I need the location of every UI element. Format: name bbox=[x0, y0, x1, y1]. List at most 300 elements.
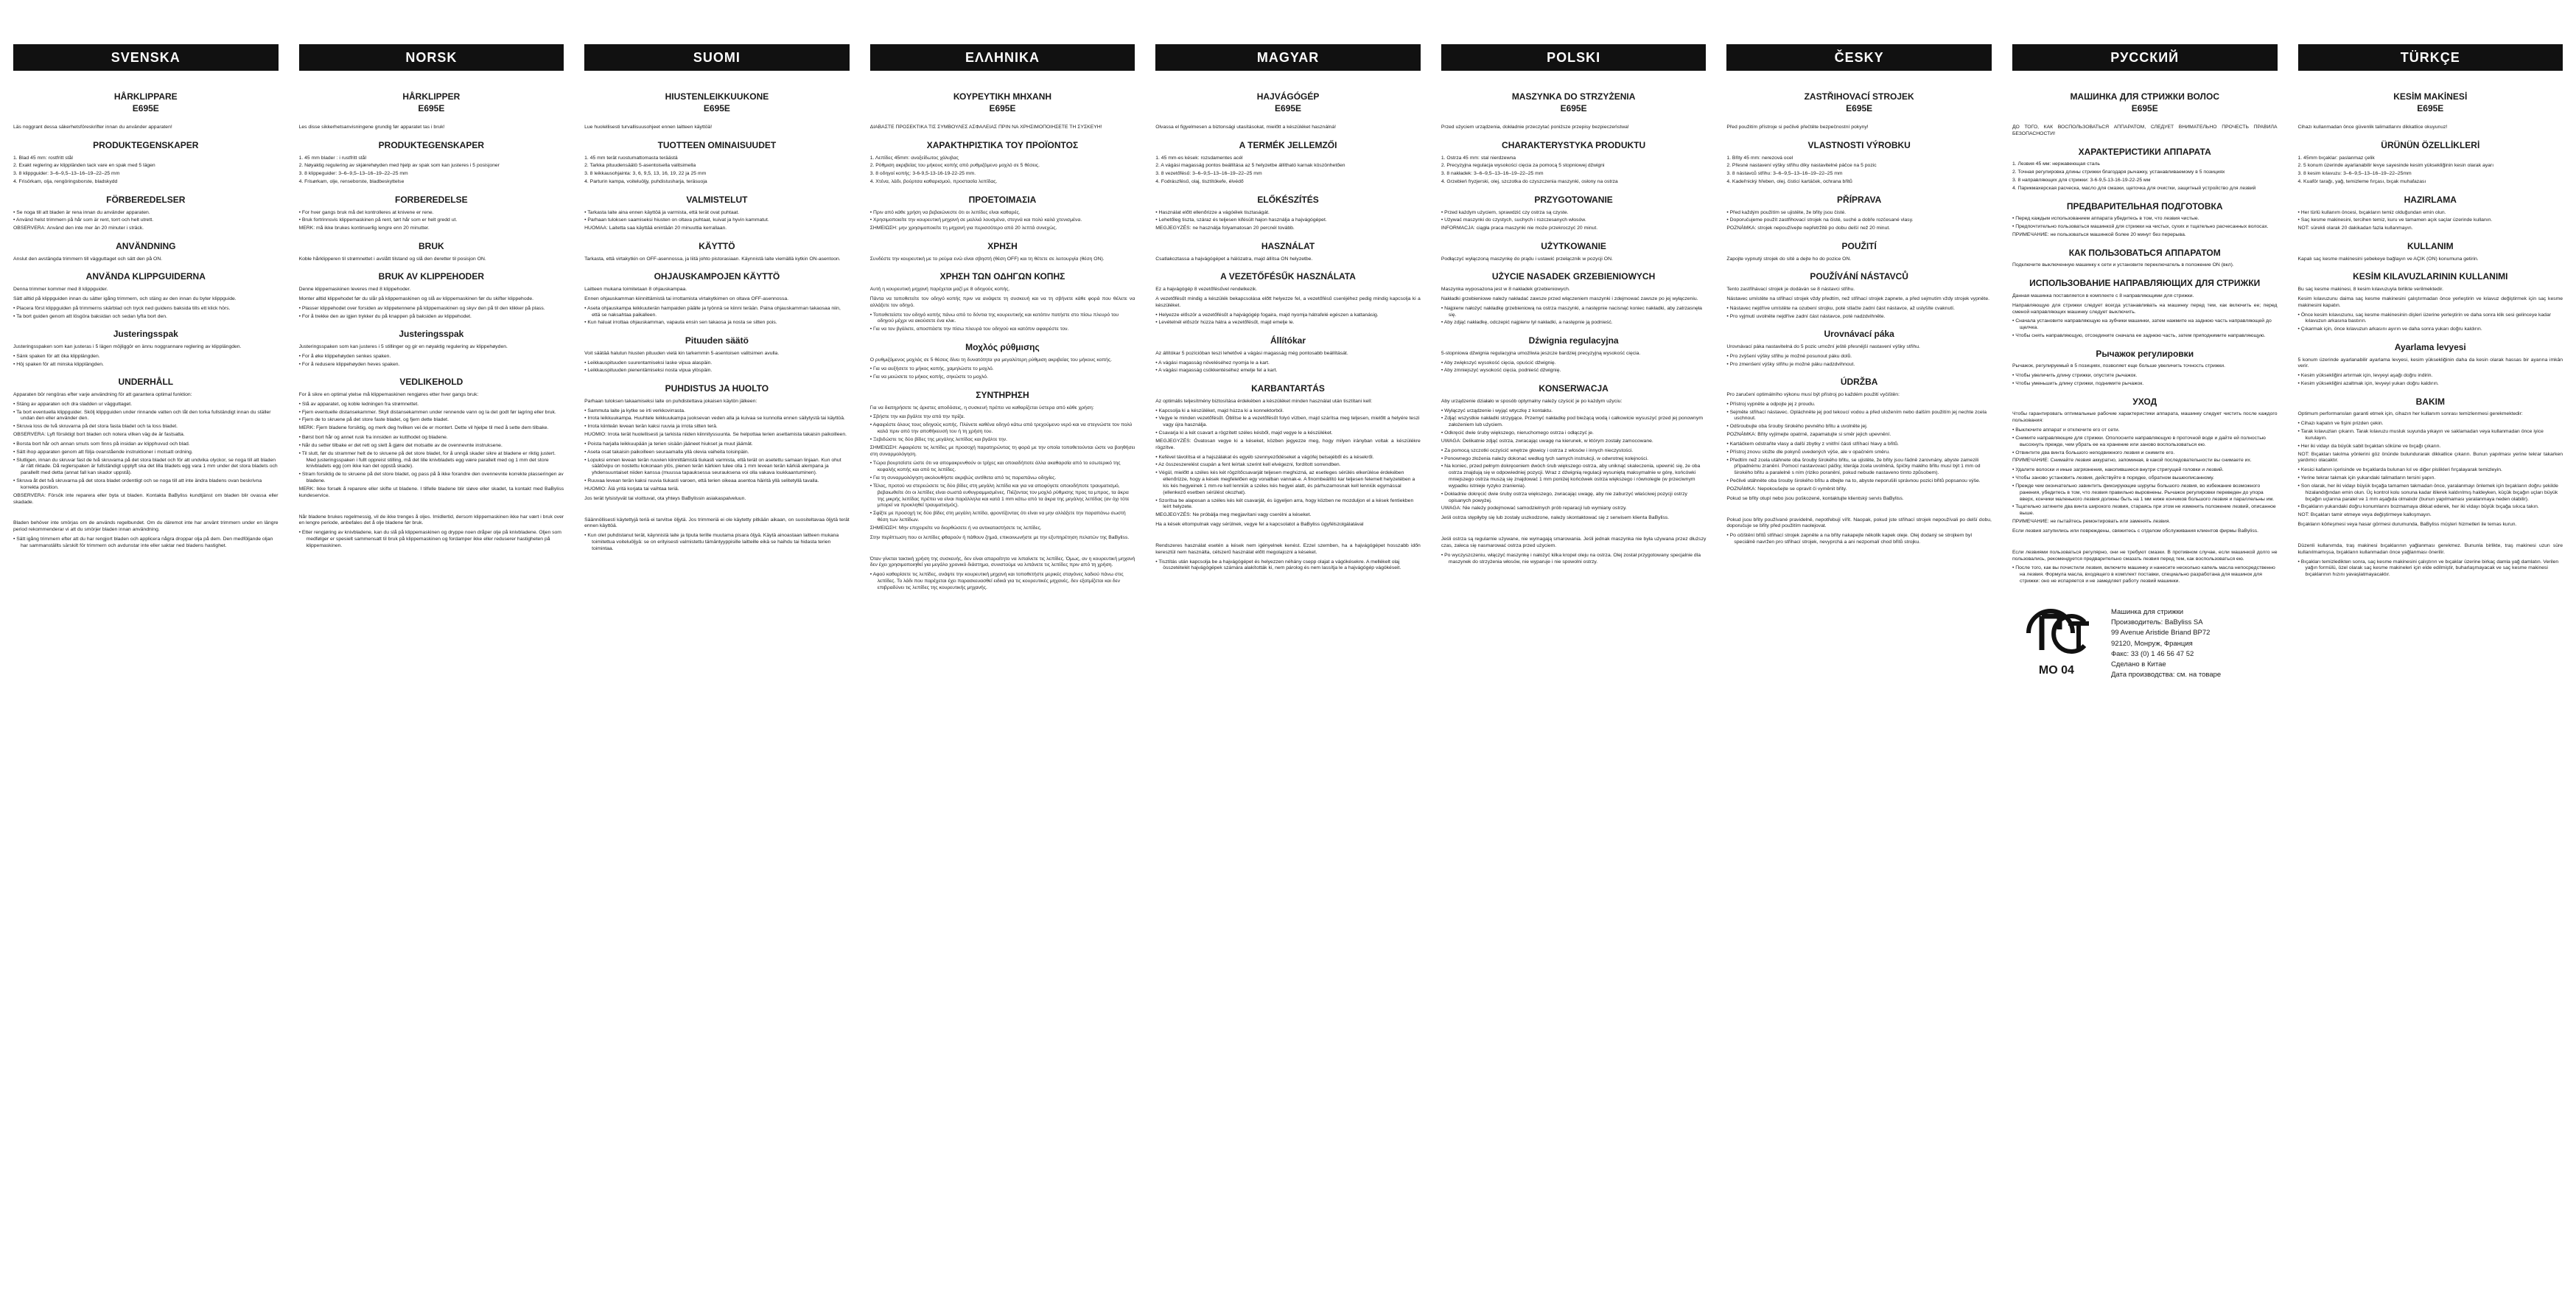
section-heading: Állítókar bbox=[1270, 335, 1306, 346]
language-header: TÜRKÇE bbox=[2298, 44, 2563, 71]
language-header: РУССКИЙ bbox=[2012, 44, 2278, 71]
section-text: Nakładki grzebieniowe należy nakładać zawsze przed włączeniem maszynki i zdejmować zawsze po jej wyłączeniu. bbox=[1441, 296, 1698, 301]
section-heading: Justeringsspak bbox=[113, 329, 178, 340]
section-heading: Рычажок регулировки bbox=[2096, 348, 2194, 359]
section-text: • Slutligen, innan du skruvar fast de två skruvarna på det stora bladet och för att undvika olyckor, se noga till att bladen är rätt riktade. Då reglerspaken är fullständigt upplyft ska det lilla bladets egg vara 1 mm under det stora bladets och parallellt med detta (annat fall kan skador uppstå). bbox=[13, 457, 278, 476]
section-text: INFORMACJA: ciągła praca maszynki nie może przekroczyć 20 minut. bbox=[1441, 226, 1598, 231]
section-text: MERK: må ikke brukes kontinuerlig lengre enn 20 minutter. bbox=[298, 226, 430, 231]
section-text: • Przed każdym użyciem, sprawdzić czy ostrza są czyste. bbox=[1441, 209, 1569, 215]
section-text: MERK: Ikke forsøk å reparere eller skifte ut bladene. I tilfelle bladene blir sløve eller skadet, ta kontakt med BaByliss kundeservice. bbox=[298, 486, 564, 498]
section-text: • Szorítsa be alaposan a széles kés két csavarját, és ügyeljen arra, hogy közben ne mozduljon el a kések fentiekben leírt helyzete. bbox=[1155, 497, 1414, 510]
section-text: • Předtím než zcela utáhnete oba šrouby širokého břitu, se ujistěte, že břity jsou řádně zarovnány, abyste zamezili případnému zranění. Pomocí nastavovací páčky, kterája zcela uvolněná, špičky malého břitu musí být 1 mm od širokého břitu a paralelně s ním (riziko poranění, pokud nebude nastaveno tímto způsobem). bbox=[1726, 457, 1981, 476]
section-text: Maszynka wyposażona jest w 8 nakładek grzebieniowych. bbox=[1441, 287, 1570, 293]
section-text: ΣΗΜΕΙΩΣΗ: Αφαιρέστε τις λεπίδες με προσοχή παρατηρώντας τη φορά με την οποία τοποθετούνται ώστε να βοηθήσει στη συναρμολόγηση. bbox=[869, 444, 1135, 457]
section-text: • Отвинтите два винта большого неподвижного лезвия и снимите его. bbox=[2012, 450, 2175, 455]
section-text: Подключите выключенную машинку к сети и установите переключатель в положение ON (вкл). bbox=[2012, 262, 2234, 268]
section-text: • Her türlü kullanım öncesi, bıçakların temiz olduğundan emin olun. bbox=[2297, 209, 2446, 215]
section-text: 3. 8 klippeguider: 3–6–9,5–13–16–19–22–25 mm bbox=[298, 171, 408, 177]
section-text: HUOMAA: Laitetta saa käyttää enintään 20 minuuttia kerrallaan. bbox=[584, 226, 727, 231]
section-text: • Přístroj vypněte a odpojte jej z proudu. bbox=[1726, 401, 1816, 407]
section-text: • Kun haluat irrottaa ohjauskamman, vapauta ensin sen takaosa ja nosta se sitten pois. bbox=[584, 320, 777, 326]
manufacturer-line: Дата производства: см. на товаре bbox=[2110, 671, 2222, 680]
section-text: • Az összeszerelést csupán a fent leírtak szerint kell elvégezni, fordított sorrendben. bbox=[1155, 462, 1341, 468]
safety-intro: Przed użyciem urządzenia, dokładnie przeczytać poniższe przepisy bezpieczeństwa! bbox=[1441, 125, 1629, 130]
section-text: 1. 45 mm blader : i rustfritt stål bbox=[298, 155, 366, 161]
section-text: 1. Λεπίδες 45mm: ανοξείδωτος χάλυβας bbox=[869, 155, 959, 161]
product-title: МАШИНКА ДЛЯ СТРИЖКИ ВОЛОС bbox=[2070, 91, 2219, 102]
section-text: 3. 8 направляющих для стрижки: 3-6-9,5-13-16-19-22-25 мм bbox=[2012, 178, 2151, 184]
product-title: KESİM MAKİNESİ bbox=[2393, 91, 2468, 102]
section-text: • Για να αυξήσετε το μήκος κοπής, χαμηλώστε το μοχλό. bbox=[869, 366, 994, 372]
section-text: Tento zastřihávací strojek je dodáván se 8 nástavci střihu. bbox=[1726, 287, 1855, 293]
section-heading: TUOTTEEN OMINAISUUDET bbox=[657, 140, 777, 151]
section-text: Düzenli kullanımda, traş makinesi bıçaklarının yağlanması gerekmez. Bununla birlikte, traş makinesi uzun süre kullanılmamışsa, bıçakların kullanmadan önce yağlanması önerilir. bbox=[2297, 542, 2563, 555]
section-text: • Kesici kafanın içerisinde ve bıçaklarda bulunan kıl ve diğer pislikleri fırçalayarak temizleyin. bbox=[2297, 467, 2502, 473]
section-text: 3. 8 kesim kılavuzu: 3–6–9,5–13–16–19–22–25mm bbox=[2297, 171, 2412, 177]
language-header: MAGYAR bbox=[1155, 44, 1421, 71]
section-text: • Sejměte střihací nástavec. Opláchněte jej pod tekoucí vodou a před uložením nebo dalším použitím jej nechte zcela uschnout. bbox=[1726, 409, 1987, 422]
section-text: • Για να τον βγάλετε, αποσπάστε την πίσω πλευρά του οδηγού και κατόπιν αφαιρέστε τον. bbox=[869, 326, 1069, 332]
section-text: • Τώρα βουρτσίστε ώστε ότι να απομακρυνθούν οι τρίχες και οποιαδήποτε άλλα ακαθαρσία από το εσωτερικό της κεφαλής κοπής και από τις λεπίδες. bbox=[869, 461, 1121, 473]
section-heading: ANVÄNDA KLIPPGUIDERNA bbox=[85, 271, 206, 282]
language-column-4 bbox=[1155, 44, 1421, 1306]
section-text: • Irrota leikkuukampa. Huuhtele leikkuukampa juoksevan veden alla ja kuivaa se kunnolla ennen säilytystä tai käyttöä. bbox=[584, 416, 845, 422]
section-text: Ennen ohjauskamman kiinnittämistä tai irrottamista virtakytkimen on oltava OFF-asennossa. bbox=[584, 296, 789, 301]
section-heading: KARBANTARTÁS bbox=[1251, 383, 1325, 394]
product-title: ΚΟΥΡΕΥΤΙΚΗ ΜΗΧΑΝΗ bbox=[953, 91, 1052, 102]
section-heading: FORBEREDELSE bbox=[395, 194, 468, 205]
section-text: • Чтобы увеличить длину стрижки, опустите рычажок. bbox=[2012, 373, 2138, 379]
section-text: • Pečlivě utáhněte oba šrouby širokého břitu a dbejte na to, abyste neporušili správnou pozici břitů popsanou výše. bbox=[1726, 478, 1981, 484]
section-text: Podłączyć wyłączoną maszynkę do prądu i ustawić przełącznik w pozycji ON. bbox=[1441, 256, 1613, 262]
model-number: E695E bbox=[1560, 102, 1587, 114]
section-text: HUOMIO: Irrota terät huolellisesti ja tarkista niiden kiinnityssuunta. Se helpottaa terien asettamista takaisin paikoilleen. bbox=[584, 432, 847, 438]
section-text: • Skruva åt det två skruvarna på det stora bladet ordentligt och se noga till att inte ändra bladens ovan beskrivna korrekta position. bbox=[13, 478, 262, 490]
language-header: SUOMI bbox=[584, 44, 850, 71]
section-text: • Använd helst trimmern på hår som är rent, torrt och helt utrett. bbox=[13, 217, 154, 223]
section-text: • Aby zdjąć nakładkę, odczepić najpierw tył nakładki, a następnie ją podnieść. bbox=[1441, 320, 1613, 326]
section-text: Αυτή η κουρευτική μηχανή παρέχεται μαζί με 8 οδηγούς κοπής. bbox=[869, 287, 1010, 293]
product-title: HÅRKLIPPARE bbox=[113, 91, 178, 102]
product-title: HIUSTENLEIKKUUKONE bbox=[665, 91, 769, 102]
language-column-7 bbox=[2012, 44, 2278, 1306]
section-text: • Lehetőleg tiszta, száraz és teljesen kifésült hajon használja a hajvágógépet. bbox=[1155, 217, 1327, 223]
section-text: • Csavarja ki a két csavart a rögzített széles késből, majd vegye le a készüléket. bbox=[1155, 430, 1333, 436]
model-number: E695E bbox=[132, 102, 159, 114]
section-heading: KESİM KILAVUZLARININ KULLANIMI bbox=[2353, 271, 2508, 282]
section-text: Рычажок, регулируемый в 5 позициях, позволяет еще больше увеличить точность стрижки. bbox=[2012, 363, 2225, 369]
section-heading: OHJAUSKAMPOJEN KÄYTTÖ bbox=[654, 271, 780, 282]
section-text: 2. A vágási magasság pontos beállítása az 5 helyzetbe állítható karnak köszönhetően bbox=[1155, 163, 1345, 169]
section-text: • For å redusere klippehøyden heves spaken. bbox=[298, 361, 400, 367]
section-text: • Leikkauspituuden suurentamiseksi laske vipua alaspäin. bbox=[584, 360, 713, 366]
section-text: Jeśli ostrza stępiłyby się lub zostały uszkodzone, należy skontaktować się z serwisem klienta BaByliss. bbox=[1441, 515, 1670, 521]
section-text: POZNÁMKA: Nepokoušejte se opravit či vyměnit břity. bbox=[1726, 486, 1847, 492]
certificate-code: MO 04 bbox=[2038, 663, 2074, 677]
section-heading: BAKIM bbox=[2415, 396, 2445, 407]
section-text: • Σβήστε την και βγάλτε την από την πρίζα. bbox=[869, 414, 965, 420]
section-heading: HAZIRLAMA bbox=[2404, 194, 2457, 205]
section-text: • Ruuvaa levean terän kaksi ruuvia tiukasti varoen, että terien oikeaa asentoa häiritä yllä selitetyllä tavalla. bbox=[584, 478, 819, 484]
section-text: Urovnávací páka nastavitelná do 5 pozic umožní ještě přesnější nastavení výšky střihu. bbox=[1726, 343, 1920, 349]
section-text: • Sammuta laite ja kytke se irti verkkovirrasta. bbox=[584, 408, 685, 413]
section-text: 3. 8 vezetőfésű: 3–6–9,5–13–16–19–22–25 mm bbox=[1155, 171, 1262, 177]
section-text: • Για να μειώσετε το μήκος κοπής, σηκώστε το μοχλό. bbox=[869, 374, 988, 380]
section-text: • Sätt ihop apparaten genom att följa ovanstående instruktioner i motsatt ordning. bbox=[13, 449, 193, 455]
section-text: • Stram forsiktig de to skruene på det store bladet, og pass på å ikke forandre den ovennevnte korrekte plasseringen av bladene. bbox=[298, 472, 564, 484]
section-heading: Μοχλός ρύθμισης bbox=[965, 341, 1040, 352]
section-heading: KONSERWACJA bbox=[1539, 383, 1609, 394]
certification-block bbox=[2012, 607, 2278, 681]
section-text: Направляющую для стрижки следует всегда устанавливать на машинку перед тем, как включить ее; перед сменой направляющих машинку следует выключить. bbox=[2012, 302, 2278, 315]
section-text: • Kapcsolja ki a készüléket, majd húzza ki a konnektorból. bbox=[1155, 408, 1284, 413]
section-text: • Fjern eventuelle distansekammer. Skyll distansekammen under rennende vann og la det godt før lagring eller bruk. bbox=[298, 409, 556, 415]
paragraph-gap bbox=[2012, 538, 2278, 550]
section-text: 3. 8 klippguider: 3–6–9,5–13–16–19–22–25 mm bbox=[13, 171, 120, 177]
section-text: • Πριν από κάθε χρήση να βεβαιώνεστε ότι οι λεπίδες είναι καθαρές. bbox=[869, 209, 1021, 215]
product-title: MASZYNKA DO STRZYŻENIA bbox=[1511, 91, 1636, 102]
manufacturer-info bbox=[2111, 607, 2221, 681]
section-text: • Plasser klippehodet over forsiden av klippetennene på klippemaskinen og skyv den på til den klikker på plass. bbox=[298, 305, 545, 311]
section-text: • Tisztítás után kapcsolja be a hajvágógépet és helyezzen néhány csepp olajat a vágókésekre. A mellékelt olaj összetételét hajvágógépek számára alakították ki, nem párolog és nem lassítja le a hajvágógép vágókéseit. bbox=[1155, 559, 1401, 571]
section-text: • Używać maszynki do czystych, suchych i rozczesanych włosów. bbox=[1441, 217, 1586, 223]
section-text: • Önce kesim kılavuzunu, saç kesme makinesinin dişleri üzerine yerleştirin ve daha sonra klik sesi gelinceye kadar kılavuzun arkasına bastırın. bbox=[2297, 312, 2552, 324]
section-text: Voit säätää halutun hiusten pituuden vielä kin tarkemmin 5-asentoisen valitsimen avulla. bbox=[584, 350, 780, 356]
section-heading: Dźwignia regulacyjna bbox=[1528, 335, 1619, 346]
section-text: • Чтобы заново установить лезвия, действуйте в порядке, обратном вышеописанному. bbox=[2012, 475, 2214, 481]
section-text: 1. Blad 45 mm: rostfritt stål bbox=[13, 155, 73, 161]
section-text: • Sänk spaken för att öka klipplängden. bbox=[13, 353, 100, 359]
section-text: • Pro vyjmutí uvolněte nejdříve zadní část nástavce, poté nadzdvihněte. bbox=[1726, 313, 1886, 319]
section-text: 4. Kadeřnický hřeben, olej, čisticí kartáček, ochrana břitů bbox=[1726, 179, 1852, 185]
model-number: E695E bbox=[418, 102, 445, 114]
section-text: Nástavec umístěte na střihací strojek vždy předtím, než střihací strojek zapnete, a před sejmutím vždy strojek vypněte. bbox=[1726, 296, 1989, 301]
product-title: HÅRKLIPPER bbox=[402, 91, 461, 102]
section-text: • Чтобы снять направляющую, отсоедините сначала ее заднюю часть, затем приподнимите направляющую. bbox=[2012, 332, 2266, 338]
section-text: • Για τη συναρμολόγηση ακολουθήστε ακριβώς αντίθετα από τις παραπάνω οδηγίες. bbox=[869, 475, 1057, 481]
paragraph-gap bbox=[1155, 531, 1421, 543]
section-heading: UNDERHÅLL bbox=[118, 377, 174, 388]
section-text: • Сначала установите направляющую на зубчики машинки, затем нажмите на заднюю часть направляющей до щелчка. bbox=[2012, 318, 2272, 331]
model-number: E695E bbox=[2131, 102, 2158, 114]
manufacturer-line: Факс: 33 (0) 1 46 56 47 52 bbox=[2110, 649, 2194, 658]
section-text: • Предпочтительно пользоваться машинкой для стрижки на чистых, сухих и тщательно расчесанных волосах. bbox=[2012, 224, 2269, 230]
section-heading: PRODUKTEGENSKAPER bbox=[93, 140, 199, 151]
section-text: 4. Kuaför tarağı, yağ, temizleme fırçası, bıçak muhafazası bbox=[2297, 179, 2426, 185]
section-text: Bıçakların körleşmesi veya hasar görmesi durumunda, BaByliss müşteri hizmetleri ile temas kurun. bbox=[2297, 522, 2517, 528]
paragraph-gap bbox=[870, 545, 1135, 556]
section-text: 4. Parturin kampa, voiteluöljy, puhdistusharja, teräsuoja bbox=[584, 179, 707, 185]
section-heading: КАК ПОЛЬЗОВАТЬСЯ АППАРАТОМ bbox=[2068, 247, 2221, 258]
language-column-1 bbox=[299, 44, 564, 1306]
section-text: OBSERVERA: Lyft försiktigt bort bladen och notera vilken väg de är fastsatta. bbox=[13, 432, 185, 438]
section-text: 2. Ρύθμιση ακριβείας του μήκους κοπής από ρυθμιζόμενο μοχλό σε 5 θέσεις. bbox=[869, 163, 1040, 169]
section-text: Az optimális teljesítmény biztosítása érdekében a készüléket minden használat után tisztítani kell: bbox=[1155, 398, 1373, 404]
section-heading: ELŐKÉSZÍTÉS bbox=[1257, 194, 1319, 205]
section-text: Säännöllisesti käytettyjä teriä ei tarvitse öljytä. Jos trimmeriä ei ole käytetty pitkään aikaan, on suositeltavaa öljytä terät ennen käyttöä. bbox=[584, 517, 850, 529]
section-heading: POUŽÍVÁNÍ NÁSTAVCŮ bbox=[1810, 271, 1908, 282]
section-text: UWAGA: Delikatnie zdjąć ostrza, zwracając uwagę na kierunek, w którym zostały zamocowane. bbox=[1441, 438, 1653, 444]
section-text: 5-stopniowa dźwignia regulacyjna umożliwia jeszcze bardziej precyzyjną wysokość cięcia. bbox=[1441, 350, 1641, 356]
section-text: • Børst bort hår og annet rusk fra innsiden av kutthodet og bladene. bbox=[298, 435, 448, 441]
section-text: 1. 45 mm terät ruostumattomasta teräästä bbox=[584, 155, 678, 161]
section-text: Jos terät tylsistyvät tai vioittuvat, ota yhteys BaBylissin asiakaspalveluun. bbox=[584, 495, 746, 501]
language-column-5 bbox=[1441, 44, 1707, 1306]
paragraph-gap bbox=[584, 506, 850, 517]
section-heading: PUHDISTUS JA HUOLTO bbox=[665, 383, 769, 394]
gost-certification-logo bbox=[2012, 607, 2101, 679]
section-text: A vezetőfésűt mindig a készülék bekapcsolása előtt helyezze fel, a vezetőfésű cseréjéhez pedig mindig kapcsolja ki a készüléket. bbox=[1155, 296, 1421, 308]
section-text: • Etter rengjøring av knivbladene, kan du slå på klippemaskinen og dryppe noen dråper olje på knivbladene. Oljen som medfølger er spesielt sammensatt til bruk på klippemaskinen og fordamper ikke eller reduserer hastigheten på klippemaskinen. bbox=[298, 530, 561, 548]
paragraph-gap bbox=[13, 509, 279, 520]
section-text: • Σφίξτε με προσοχή τις δύο βίδες στη μεγάλη λεπίδα, φροντίζοντας ότι είναι να μην αλλάξετε την παραπάνω σωστή θέση των λεπίδων. bbox=[869, 511, 1126, 523]
section-text: • Her iki vidayı da büyük sabit bıçaktan söküne ve bıçağı çıkarın. bbox=[2297, 443, 2441, 449]
section-text: 3. 8 οδηγοί κοπής: 3-6-9,5-13-16-19-22-25 mm. bbox=[869, 171, 976, 177]
section-text: 4. Χτένα, λάδι, βούρτσα καθαρισμού, προστασία λεπίδας. bbox=[869, 179, 998, 185]
section-text: • Τοποθετείστε τον οδηγό κοπής πάνω από το δόντια της κουρευτικής και κατόπιν πατήστε στο πίσω πλευρό του οδηγού μέχρι να ακούσετε ένα κλικ. bbox=[869, 312, 1119, 324]
section-text: • Borsta bort hår och annan smuts som finns på insidan av klipphuvud och blad. bbox=[13, 441, 190, 447]
section-text: 3. 8 nástavců střihu: 3–6–9,5–13–16–19–22–25 mm bbox=[1726, 171, 1843, 177]
safety-intro: Cihazı kullanmadan önce güvenlik talimatlarını dikkatlice okuyunuz! bbox=[2297, 125, 2448, 130]
section-text: • Po wyczyszczeniu, włączyć maszynkę i nałożyć kilka kropel oleju na ostrza. Olej został przygotowany specjalnie dla maszynek do strzyżenia włosów, nie wyparuje i nie spowolni ostrzy. bbox=[1441, 552, 1701, 565]
section-text: • Stäng av apparaten och dra sladden ur vägguttaget. bbox=[13, 401, 133, 407]
section-text: 1. Břity 45 mm: nerezová ocel bbox=[1726, 155, 1793, 161]
section-text: 4. Парикмахерская расческа, масло для смазки, щеточка для очистки, защитный устройство для лезвий bbox=[2012, 185, 2256, 191]
section-text: • Za pomocą szczotki oczyścić wnętrze głowicy i ostrza z włosów i innych nieczystości. bbox=[1441, 447, 1634, 453]
section-text: • Tarak kılavuzları çıkarın. Tarak kılavuzu musluk suyunda yıkayın ve saklamadan veya kullanmadan önce iyice kurulayın. bbox=[2297, 429, 2544, 441]
section-text: • Odkręcić dwie śruby większego, nieruchomego ostrza i odłączyć je. bbox=[1441, 430, 1594, 436]
section-heading: CHARAKTERYSTYKA PRODUKTU bbox=[1502, 140, 1646, 151]
section-text: • Přístroj znovu složte dle pokynů uvedených výše, ale v opačném směru. bbox=[1726, 449, 1890, 455]
section-text: • Прежде чем окончательно завинтить фиксирующие шурупы большого лезвия, во избежание возможного ранения, убедитесь в том, что лезвия правильно выровнены. Рычажок регулировки переведен до упора вверх, кончики маленького лезвия должны быть на 1 мм ниже кончиков большого лезвия и параллельны им. bbox=[2012, 483, 2275, 502]
section-text: Monter alltid klippehodet før du slår på klippemaskinen og slå av klippemaskinen før du skifter klippehode. bbox=[298, 296, 534, 301]
section-text: • Sätt igång trimmern efter att du har rengjort bladen och applicera några droppar olja på dem. Den medföljande oljan har sammanställts särskilt för trimmern och avdunstar inte eller saktar ned bladens hastighet. bbox=[13, 537, 273, 548]
section-text: Bladen behöver inte smörjas om de används regelbundet. Om du däremot inte har använt trimmern under en längre period rekommenderar vi att du smörjer bladen innan användning. bbox=[13, 520, 279, 533]
section-heading: ΧΡΗΣΗ ΤΩΝ ΟΔΗΓΩΝ ΚΟΠΗΣ bbox=[939, 271, 1065, 282]
section-text: • Yerine tekrar takmak için yukarıdaki talimatların tersini yapın. bbox=[2297, 475, 2436, 481]
section-text: Justeringsspaken som kan justeres i 5 stillinger og gir en nøyaktig regulering av klippehøyden. bbox=[298, 343, 508, 349]
section-text: 2. Exakt reglering av klippländen tack vare en spak med 5 lägen bbox=[13, 163, 155, 169]
section-text: • Slå av apparatet, og koble ledningen fra strømnettet. bbox=[298, 401, 419, 407]
section-heading: ΣΥΝΤΗΡΗΣΗ bbox=[976, 390, 1029, 401]
section-text: • Ta bort guiden genom att lösgöra baksidan och sedan lyfta bort den. bbox=[13, 313, 167, 319]
safety-intro: Läs noggrant dessa säkerhetsföreskrifter innan du använder apparaten! bbox=[13, 125, 172, 130]
section-text: • Αφαιρέστε όλους τους οδηγούς κοπής. Πλύνετε καθένα οδηγό κάτω από τρεχούμενο νερό και να στεγνώστε τον πολύ καλά πριν από την αποθήκευσή του ή τη χρήση του. bbox=[869, 422, 1133, 435]
language-column-3 bbox=[870, 44, 1135, 1306]
section-heading: POUŽITÍ bbox=[1841, 241, 1877, 251]
section-text: • Kun olet puhdistanut terät, käynnistä laite ja tiputa terille muutama pisara öljyä. Käytä ainoastaan laitteen mukana toimitettua voiteluöljyä: se on erityisesti valmistettu tämäntyyppisille laitteille eikä se haihdu tai hidasta terien toimintaa. bbox=[584, 533, 839, 551]
section-text: • Végül, mielőtt a széles kés két rögzítőcsavarját teljesen meghúzná, az esetleges sérülés elkerülése érdekében ellenőrizze, hogy a kések megfelelően egy vonalban vannak-e. A finombeállító kar teljesen felemelt helyzetében a kis kés hegyeinek 1 mm-re kell lenniük a széles kés hegyei alatt, és párhuzamosnak kell lenniük egymással (ellenkező esetben sérülést okozhat). bbox=[1155, 470, 1415, 495]
section-heading: KULLANIM bbox=[2407, 241, 2454, 251]
section-text: • For hver gangs bruk må det kontrolleres at knivene er rene. bbox=[298, 209, 434, 215]
section-text: 2. Precyzyjna regulacja wysokości cięcia za pomocą 5 stopniowej dźwigni bbox=[1441, 163, 1605, 169]
section-text: Rendszeres használat esetén a kések nem igényelnek kenést. Ezzel szemben, ha a hajvágógépet hosszabb időn keresztül nem használta, célszerű használat előtt megolajozni a késeket. bbox=[1155, 542, 1421, 555]
section-text: • Bıçakların yukarıdaki doğru konumlarını bozmamaya dikkat ederek, her iki vidayı büyük bıçağa sıkıca takın. bbox=[2297, 504, 2539, 510]
section-text: 4. Grzebień fryzjerski, olej, szczotka do czyszczenia maszynki, osłony na ostrza bbox=[1441, 179, 1618, 185]
section-text: Denne klippemaskinen leveres med 8 klippehoder. bbox=[298, 287, 411, 293]
section-heading: ИСПОЛЬЗОВАНИЕ НАПРАВЛЯЮЩИХ ДЛЯ СТРИЖКИ bbox=[2029, 278, 2261, 289]
section-heading: ΧΑΡΑΚΤΗΡΙΣΤΙΚΑ ΤΟΥ ΠΡΟΪΟΝΤΟΣ bbox=[926, 140, 1079, 151]
paragraph-gap bbox=[1726, 506, 1992, 517]
section-text: ПРИМЕЧАНИЕ: не пользоваться машинкой более 20 минут без перерыва. bbox=[2012, 232, 2186, 237]
safety-intro: Les disse sikkerhetsanvisningene grundig før apparatet tas i bruk! bbox=[298, 125, 445, 130]
section-text: • Чтобы уменьшить длину стрижки, поднимите рычажок. bbox=[2012, 381, 2144, 387]
section-text: Kesim kılavuzunu daima saç kesme makinesini çalıştırmadan önce yerleştirin ve kılavuz değiştirmek için saç kesme makinesini kapatın. bbox=[2297, 296, 2563, 308]
section-text: • Pro zvýšení výšky střihu je možné posunout páku dolů. bbox=[1726, 353, 1852, 359]
product-title: ZASTŘIHOVACÍ STROJEK bbox=[1804, 91, 1914, 102]
model-number: E695E bbox=[989, 102, 1016, 114]
safety-intro: Před použitím přístroje si pečlivě přečtěte bezpečnostní pokyny! bbox=[1726, 125, 1869, 130]
section-heading: ХАРАКТЕРИСТИКИ АППАРАТА bbox=[2078, 146, 2211, 157]
section-heading: ÚDRŽBA bbox=[1840, 377, 1878, 388]
safety-intro: ДО ТОГО, КАК ВОСПОЛЬЗОВАТЬСЯ АППАРАТОМ, СЛЕДУЕТ ВНИМАТЕЛЬНО ПРОЧЕСТЬ ПРАВИЛА БЕЗОПАСНОСТИ! bbox=[2012, 125, 2278, 137]
section-text: POZNÁMKA: strojek nepoužívejte nepřetržitě po dobu delší než 20 minut. bbox=[1726, 226, 1891, 231]
section-text: MEGJEGYZÉS: Óvatosan vegye ki a késeket, közben jegyezze meg, hogy milyen irányban voltak a készülékre rögzítve. bbox=[1155, 438, 1421, 450]
section-text: • Çıkarmak için, önce kılavuzun arkasını ayırın ve daha sonra yukarı doğru kaldırın. bbox=[2297, 326, 2482, 332]
section-text: • Χρησιμοποιείτε την κουρευτική μηχανή σε μαλλιά λουσμένα, στεγνά και πολύ καλά χτενισμένα. bbox=[869, 217, 1082, 223]
product-title: HAJVÁGÓGÉP bbox=[1256, 91, 1320, 102]
section-text: • Når du setter tilbake er det rett og slett å gjøre det motsatte av de ovennevnte instruksene. bbox=[298, 442, 503, 448]
section-heading: PŘÍPRAVA bbox=[1837, 194, 1882, 205]
section-text: 2. Nøyaktig regulering av skjærehøyden med hjelp av spak som kan justeres i 5 posisjoner bbox=[298, 163, 500, 169]
section-text: Ο ρυθμιζόμενος μοχλός σε 5 θέσεις δίνει τη δυνατότητα για μεγαλύτερη ρύθμιση ακριβείας του μήκους κοπής. bbox=[869, 357, 1113, 363]
section-heading: VLASTNOSTI VÝROBKU bbox=[1807, 140, 1911, 151]
section-text: • Zdjąć wszystkie nakładki strzygące. Przemyć nakładkę pod bieżącą wodą i całkowicie wysuszyć przed jej ponownym założeniem lub użyciem. bbox=[1441, 416, 1704, 428]
language-column-6 bbox=[1726, 44, 1992, 1306]
section-heading: PRZYGOTOWANIE bbox=[1534, 194, 1613, 205]
section-text: 1. 45mm bıçaklar: paslanmaz çelik bbox=[2297, 155, 2375, 161]
pct-mark-icon bbox=[2021, 607, 2092, 659]
model-number: E695E bbox=[703, 102, 730, 114]
section-text: • Pro zmenšení výšky střihu je možné páku nadzdvihnout. bbox=[1726, 361, 1855, 367]
section-text: Για να διατηρήσετε τις άριστες αποδόσεις, η συσκευή πρέπει να καθαρίζεται ύστερα από κάθε χρήση: bbox=[869, 405, 1094, 411]
section-text: • Wyłączyć urządzenie i wyjąć wtyczkę z kontaktu. bbox=[1441, 408, 1553, 413]
language-header: ČESKY bbox=[1726, 44, 1992, 71]
section-heading: BRUK bbox=[419, 241, 444, 251]
safety-intro: Lue huolellisesti turvallisuusohjeet ennen laitteen käyttöä! bbox=[584, 125, 713, 130]
section-text: UWAGA: Nie należy podejmować samodzielnych prób reparacji lub wymiany ostrzy. bbox=[1441, 506, 1627, 511]
section-text: 4. Frisörkam, olja, rengöringsborste, bladskydd bbox=[13, 179, 118, 185]
section-text: • Son olarak, her iki vidayı büyük bıçağa tamamen takmadan önce, yaralanmayı önlemek için bıçakların doğru şekilde hizalandığından emin olun. Üç kontrol kolu sonuna kadar itilerek kaldırılmış haldeyken, küçük bıçağın uçları büyük bıçağın uçlarına paralel ve 1 mm aşağıda olmalıdır (bunun yapılmaması yaralanmaya neden olabilir). bbox=[2297, 483, 2558, 502]
section-text: Sätt alltid på klippguiden innan du sätter igång trimmern, och stäng av den innan du byter klippguide. bbox=[13, 296, 237, 301]
section-text: Bu saç kesme makinesi, 8 kesim kılavuzuyla birlikte verilmektedir. bbox=[2297, 287, 2444, 293]
section-text: • Τέλος, προτού να στερεώσετε τις δύο βίδες στη μεγάλη λεπίδα και για να αποφύγετε οποιοδήποτε τραυματισμό, βεβαιωθείτε ότι οι λεπίδες είναι σωστά ευθυγραμμισμένες. Πιέζοντας τον μοχλό ρύθμισης προς τα μπρος, τα άκρα της μικρής λεπίδας πρέπει να είναι παράλληλα και κατά 1 mm κάτω από τα άκρα της μεγάλης λεπίδας (αν όχι τότε μπορεί να προκληθεί τραυματισμός). bbox=[869, 483, 1130, 509]
section-text: • Kesim yüksekliğini artırmak için, levyeyi aşağı doğru indirin. bbox=[2297, 373, 2433, 379]
language-column-0 bbox=[13, 44, 279, 1306]
section-text: • Fjern de to skruene på det store faste bladet, og fjern dette bladet. bbox=[298, 417, 449, 423]
section-text: • Aseta ohjauskampa leikkuuterän hampaiden päälle ja työnnä se kiinni terään. Paina ohjauskamman takaosaa niin, että se naksahtaa paikalleen. bbox=[584, 305, 841, 318]
section-text: • Lopuksi ennen levean terän ruuvien kiinnittämistä tiukasti varmista, että terät on asetettu samaan linjaan. Kun ohut säätövipu on nostettu kokonaan ylös, pienen terän kärkien tulee olla 1 mm levean terän kärkiä alempana ja yhdensuuntaiset niiden kanssa (muussa tapauksessa seurauksena voi olla vakava loukkaantuminen). bbox=[584, 457, 841, 476]
section-text: ПРИМЕЧАНИЕ: Снимайте лезвия аккуратно, запоминая, в какой последовательности вы снимаете их. bbox=[2012, 458, 2252, 464]
section-heading: ΠΡΟΕΤΟΙΜΑΣΙΑ bbox=[968, 194, 1037, 205]
section-text: • For å trekke den av igjen trykker du på knappen på baksiden av klippehodet. bbox=[298, 313, 472, 319]
section-text: Στην περίπτωση που οι λεπίδες φθαρούν ή πάθουν ζημιά, επικοινωνήστε με την εξυπηρέτηση πελατών της BaByliss. bbox=[869, 534, 1130, 540]
section-text: • Odšroubujte oba šrouby širokého pevného břitu a uvolněte jej. bbox=[1726, 424, 1868, 430]
section-heading: Ayarlama levyesi bbox=[2394, 341, 2466, 352]
manufacturer-line: Машинка для стрижки bbox=[2110, 607, 2184, 616]
section-text: 4. Frisørkam, olje, renseborste, bladbeskyttelse bbox=[298, 179, 405, 185]
section-text: 3. 8 leikkausohjainta: 3, 6, 9,5, 13, 16, 19, 22 ja 25 mm bbox=[584, 171, 707, 177]
section-text: ΣΗΜΕΙΩΣΗ: Μην επιχειρείτε να διορθώσετε ή να αντικαταστήσετε τις λεπίδες. bbox=[869, 525, 1042, 531]
section-heading: BRUK AV KLIPPEHODER bbox=[378, 271, 485, 282]
section-text: • Na koniec, przed pełnym dokręceniem dwóch śrub większego ostrza, aby uniknąć skaleczenia, upewnić się, że oba ostrza znajdują się w odpowiedniej pozycji. Wraz z dźwignią regulacji wysuniętą maksymalnie w górę, końcówki mniejszego ostrza muszą się znajdować 1 mm poniżej końcówek ostrza większego i równolegle (w przeciwnym wypadku istnieje ryzyko zranienia). bbox=[1441, 464, 1701, 489]
section-heading: KÄYTTÖ bbox=[699, 241, 735, 251]
section-text: • Aby zwiększyć wysokość cięcia, opuścić dźwignię. bbox=[1441, 360, 1556, 366]
language-header: POLSKI bbox=[1441, 44, 1707, 71]
section-text: • Po očištění břitů střihací strojek zapněte a na břity nakapejte několik kapek oleje. Olej dodaný se strojkem byl speciálně navržen pro střihací strojek, nevyprchá a ani nezpomalí chod břitů strojku. bbox=[1726, 533, 1972, 545]
section-text: Csatlakoztassa a hajvágógépet a hálózatra, majd állítsa ON helyzetbe. bbox=[1155, 256, 1313, 262]
section-text: 4. Fodrászfésű, olaj, tisztítókefe, élvédő bbox=[1155, 179, 1244, 185]
section-text: • Kesim yüksekliğini azaltmak için, levyeyi yukarı doğru kaldırın. bbox=[2297, 381, 2439, 387]
section-text: • Aseta osat takaisin paikoilleen seuraamalla yllä olevia vaiheita toisinpäin. bbox=[584, 449, 749, 455]
section-text: 3. 8 nakładek: 3–6–9,5–13–16–19–22–25 mm bbox=[1441, 171, 1544, 177]
manufacturer-line: Производитель: BaByliss SA bbox=[2110, 618, 2203, 627]
manual-page bbox=[13, 44, 2563, 1306]
section-text: • Перед каждым использованием аппарата убедитесь в том, что лезвия чистые. bbox=[2012, 216, 2199, 222]
section-text: 1. 45 mm-es kések: rozsdamentes acél bbox=[1155, 155, 1243, 161]
section-text: Denna trimmer kommer med 8 klippguider. bbox=[13, 287, 108, 293]
section-text: • Kefével távolítsa el a hajszálakat és egyéb szennyeződéseket a vágófej belsejéből és a késekről. bbox=[1155, 454, 1374, 460]
section-text: • Se noga till att bladen är rena innan du använder apparaten. bbox=[13, 209, 150, 215]
section-text: • Használat előtt ellenőrizze a vágóélek tisztaságát. bbox=[1155, 209, 1270, 215]
section-text: 5 konum üzerinde ayarlanabilir ayarlama levyesi, kesim yüksekliğinin daha da kesin olarak hassas bir ayarına imkân verir. bbox=[2297, 357, 2563, 369]
section-text: Az állítókar 5 pozícióban teszi lehetővé a vágási magasság még pontosabb beállítását. bbox=[1155, 350, 1348, 356]
section-text: 2. Přesné nastavení výšky střihu díky nastavitelné páčce na 5 pozic bbox=[1726, 163, 1877, 169]
section-text: • For å øke klippehøyden senkes spaken. bbox=[298, 353, 391, 359]
section-text: • Ξεβιδώστε τις δύο βίδες της μεγάλης λεπίδας και βγάλτε την. bbox=[869, 436, 1008, 442]
language-header: SVENSKA bbox=[13, 44, 279, 71]
section-text: NOT: Bıçakları takılma yönlerini göz önünde bulundurarak dikkatlice çıkarın. Bunun yapılması yerine tekrar takarken yardımcı olacaktır. bbox=[2297, 451, 2563, 464]
section-text: POZNÁMKA: Břity vyjímejte opatrně, zapamatujte si směr jejich upevnění. bbox=[1726, 432, 1891, 438]
section-text: Anslut den avstängda trimmern till vägguttaget och sätt den på ON. bbox=[13, 256, 163, 262]
section-heading: A TERMÉK JELLEMZŐI bbox=[1239, 140, 1337, 151]
section-text: • Тщательно затяните два винта широкого лезвия, стараясь при этом не изменить положение лезвий, описанное выше. bbox=[2012, 504, 2276, 517]
section-text: Όταν γίνεται τακτική χρήση της συσκευής, δεν είναι απαραίτητο να λιπαίνετε τις λεπίδες. Όμως, αν η κουρευτική μηχανή δεν έχει χρησιμοποιηθεί για μεγάλο χρονικό διάστημα, συνιστούμε να λιπάνετε τις λεπίδες πριν από τη χρήση. bbox=[869, 556, 1135, 568]
section-text: MEGJEGYZÉS: ne használja folyamatosan 20 percnél tovább. bbox=[1155, 226, 1295, 231]
section-text: Zapojte vypnutý strojek do sítě a dejte ho do pozice ON. bbox=[1726, 256, 1852, 262]
section-text: • Najpierw nałożyć nakładkę grzebieniową na ostrza maszynki, a następnie nacisnąć koniec nakładki, aby zatrzasnęła się. bbox=[1441, 305, 1702, 318]
section-heading: VALMISTELUT bbox=[686, 194, 748, 205]
section-text: • Cihazı kapatın ve fişini prizden çekin. bbox=[2297, 421, 2384, 427]
section-text: ΣΗΜΕΙΩΣΗ: μην χρησιμοποιείτε τη μηχανή για περισσότερο από 20 λεπτά συνεχώς. bbox=[869, 226, 1057, 231]
section-text: Если лезвиями пользоваться регулярно, они не требуют смазки. В противном случае, если машинкой долго не пользовались, рекомендуется предварительно смазать лезвия перед тем, как воспользоваться ею. bbox=[2012, 549, 2278, 562]
section-text: • Выключите аппарат и отключите его от сети. bbox=[2012, 427, 2120, 433]
section-text: Pokud se břity otupí nebo jsou poškozené, kontaktujte klientský servis BaByliss. bbox=[1726, 495, 1904, 501]
model-number: E695E bbox=[1846, 102, 1873, 114]
section-text: • Skruva loss de två skruvarna på det stora fasta bladet och ta loss bladet. bbox=[13, 424, 178, 430]
section-text: • Aby zmniejszyć wysokość cięcia, podnieść dźwignię. bbox=[1441, 368, 1561, 374]
paragraph-gap bbox=[299, 503, 564, 514]
model-number: E695E bbox=[2417, 102, 2444, 114]
manufacturer-line: Сделано в Китае bbox=[2110, 660, 2166, 669]
section-text: • Ta bort eventuella klippguider. Skölj klippguiden under rinnande vatten och låt den torka fullständigt innan du ställer undan den eller använder den. bbox=[13, 409, 271, 422]
section-text: 1. Лезвия 45 мм: нержавеющая сталь bbox=[2012, 161, 2100, 167]
manufacturer-line: 99 Avenue Aristide Briand BP72 bbox=[2110, 629, 2211, 638]
section-text: Pokud jsou břity používané pravidelně, nepotřebují vířit. Naopak, pokud jste střihací strojek nepoužívali po delší dobu, doporučuje se břity před použitím naolejovat. bbox=[1726, 517, 1992, 529]
section-text: • Tarkasta laite aina ennen käyttöä ja varmista, että terät ovat puhtaat. bbox=[584, 209, 740, 215]
section-text: Apparaten bör rengöras efter varje användning för att garantera optimal funktion: bbox=[13, 392, 192, 397]
section-text: • Bruk fortrinnsvis klippemaskinen på rent, tørt hår som er helt gredd ut. bbox=[298, 217, 458, 223]
section-heading: Urovnávací páka bbox=[1824, 329, 1894, 340]
paragraph-gap bbox=[1441, 525, 1707, 537]
section-text: • Ponownego złożenia należy dokonać według tych samych instrukcji, w odwrotnej kolejności. bbox=[1441, 455, 1649, 461]
manufacturer-line: 92120, Монруж, Франция bbox=[2110, 639, 2193, 648]
language-header: NORSK bbox=[299, 44, 564, 71]
section-text: • Удалите волоски и иные загрязнения, накопившиеся внутри стригущей головки и лезвий. bbox=[2012, 467, 2224, 473]
section-text: • Helyezze először a vezetőfésűt a hajvágógép fogaira, majd nyomja hátrafelé egészen a kattanásig. bbox=[1155, 312, 1379, 318]
section-text: • Til slutt, før du strammer helt de to skruene på det store bladet, for å unngå skader sikre at bladene er riktig justert. Med justeringsspaken i fullt oppreist stilling, må det lille knivbladets egg være parallelt med og 1 mm det store knivbladets egg (om ikke kan det oppstå skade). bbox=[298, 450, 556, 469]
section-text: • Saç kesme makinesini, tercihen temiz, kuru ve tamamen açık saçlar üzerinde kullanın. bbox=[2297, 217, 2493, 223]
